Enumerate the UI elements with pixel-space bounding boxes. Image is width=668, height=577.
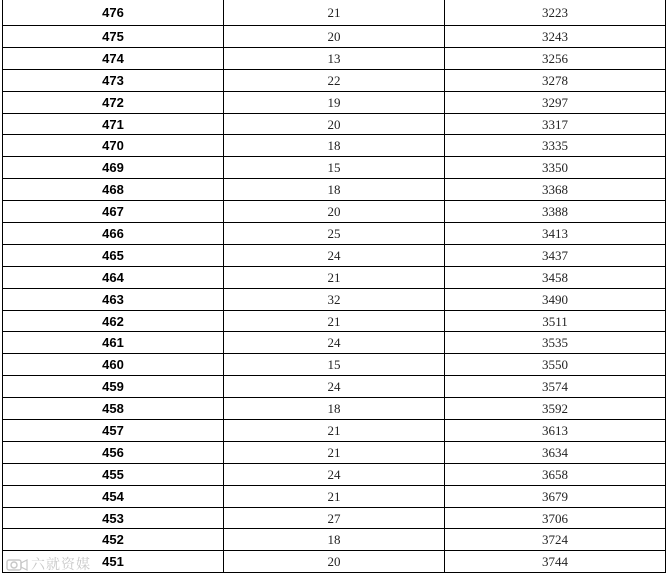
cumulative-count-cell: 3388 [445, 201, 666, 223]
count-cell: 25 [224, 223, 445, 245]
score-distribution-table [2, 0, 666, 573]
count-cell: 22 [224, 69, 445, 91]
score-cell: 474 [3, 47, 224, 69]
count-cell: 21 [224, 0, 445, 26]
table-row [3, 463, 666, 485]
table-row [3, 529, 666, 551]
score-cell: 469 [3, 157, 224, 179]
score-cell: 473 [3, 69, 224, 91]
score-cell: 451 [3, 551, 224, 573]
cumulative-count-cell: 3490 [445, 288, 666, 310]
count-cell: 24 [224, 463, 445, 485]
table-row [3, 354, 666, 376]
table-row [3, 69, 666, 91]
count-cell: 21 [224, 441, 445, 463]
table-row [3, 376, 666, 398]
cumulative-count-cell: 3256 [445, 47, 666, 69]
count-cell: 19 [224, 91, 445, 113]
table-row [3, 441, 666, 463]
cumulative-count-cell: 3744 [445, 551, 666, 573]
score-cell: 462 [3, 310, 224, 332]
count-cell: 20 [224, 26, 445, 48]
score-cell: 458 [3, 398, 224, 420]
cumulative-count-cell: 3223 [445, 0, 666, 26]
cumulative-count-cell: 3574 [445, 376, 666, 398]
count-cell: 18 [224, 179, 445, 201]
score-cell: 472 [3, 91, 224, 113]
count-cell: 32 [224, 288, 445, 310]
table-row [3, 398, 666, 420]
score-cell: 470 [3, 135, 224, 157]
score-cell: 475 [3, 26, 224, 48]
score-cell: 468 [3, 179, 224, 201]
table-row [3, 485, 666, 507]
table-row [3, 157, 666, 179]
score-cell: 476 [3, 0, 224, 26]
watermark-text: 六就资媒 [31, 557, 91, 573]
score-cell: 467 [3, 201, 224, 223]
score-cell: 464 [3, 266, 224, 288]
count-cell: 13 [224, 47, 445, 69]
table-row [3, 551, 666, 573]
cumulative-count-cell: 3613 [445, 420, 666, 442]
count-cell: 18 [224, 529, 445, 551]
table-row [3, 332, 666, 354]
count-cell: 24 [224, 376, 445, 398]
table-row [3, 266, 666, 288]
count-cell: 20 [224, 113, 445, 135]
score-cell: 454 [3, 485, 224, 507]
cumulative-count-cell: 3350 [445, 157, 666, 179]
table-row [3, 420, 666, 442]
count-cell: 21 [224, 266, 445, 288]
count-cell: 27 [224, 507, 445, 529]
cumulative-count-cell: 3724 [445, 529, 666, 551]
cumulative-count-cell: 3317 [445, 113, 666, 135]
score-cell: 460 [3, 354, 224, 376]
cumulative-count-cell: 3368 [445, 179, 666, 201]
table-row [3, 135, 666, 157]
count-cell: 20 [224, 201, 445, 223]
table-row [3, 47, 666, 69]
count-cell: 24 [224, 244, 445, 266]
cumulative-count-cell: 3335 [445, 135, 666, 157]
table-row [3, 201, 666, 223]
table-row [3, 244, 666, 266]
table-row [3, 0, 666, 26]
count-cell: 20 [224, 551, 445, 573]
score-cell: 455 [3, 463, 224, 485]
score-cell: 452 [3, 529, 224, 551]
cumulative-count-cell: 3634 [445, 441, 666, 463]
count-cell: 21 [224, 485, 445, 507]
count-cell: 18 [224, 398, 445, 420]
cumulative-count-cell: 3458 [445, 266, 666, 288]
cumulative-count-cell: 3437 [445, 244, 666, 266]
cumulative-count-cell: 3706 [445, 507, 666, 529]
score-cell: 465 [3, 244, 224, 266]
table-row [3, 507, 666, 529]
count-cell: 21 [224, 420, 445, 442]
score-cell: 466 [3, 223, 224, 245]
cumulative-count-cell: 3550 [445, 354, 666, 376]
count-cell: 15 [224, 354, 445, 376]
score-cell: 457 [3, 420, 224, 442]
table-row [3, 223, 666, 245]
cumulative-count-cell: 3679 [445, 485, 666, 507]
cumulative-count-cell: 3297 [445, 91, 666, 113]
table-row [3, 91, 666, 113]
score-cell: 456 [3, 441, 224, 463]
table-row [3, 310, 666, 332]
count-cell: 24 [224, 332, 445, 354]
table-row [3, 179, 666, 201]
table-body [3, 0, 666, 573]
cumulative-count-cell: 3243 [445, 26, 666, 48]
cumulative-count-cell: 3413 [445, 223, 666, 245]
cumulative-count-cell: 3535 [445, 332, 666, 354]
cumulative-count-cell: 3658 [445, 463, 666, 485]
score-cell: 459 [3, 376, 224, 398]
score-cell: 461 [3, 332, 224, 354]
cumulative-count-cell: 3278 [445, 69, 666, 91]
table-row [3, 26, 666, 48]
score-cell: 453 [3, 507, 224, 529]
table-row [3, 288, 666, 310]
cumulative-count-cell: 3592 [445, 398, 666, 420]
score-cell: 471 [3, 113, 224, 135]
table-row [3, 113, 666, 135]
count-cell: 18 [224, 135, 445, 157]
cumulative-count-cell: 3511 [445, 310, 666, 332]
count-cell: 15 [224, 157, 445, 179]
count-cell: 21 [224, 310, 445, 332]
score-cell: 463 [3, 288, 224, 310]
